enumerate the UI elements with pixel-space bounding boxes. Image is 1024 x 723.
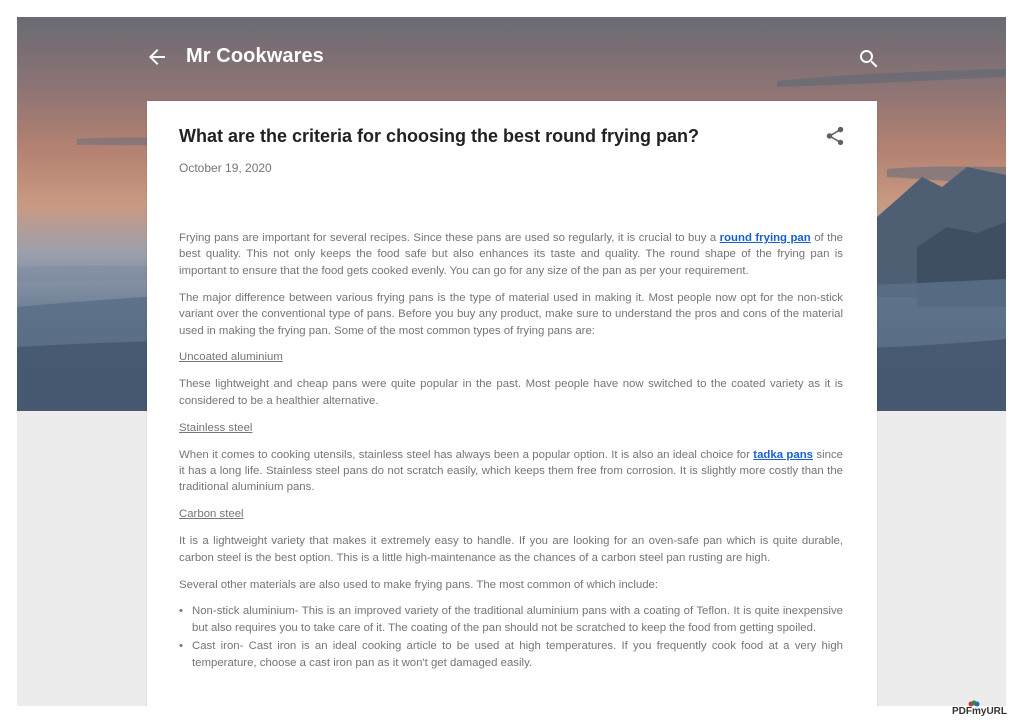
paragraph: [179, 447, 843, 496]
section-heading-uncoated: [179, 349, 843, 365]
watermark-text: PDFmyURL: [952, 706, 1008, 717]
top-app-bar: [17, 17, 1006, 97]
list-item: [179, 603, 843, 636]
pdfmyurl-logo-icon: [968, 700, 980, 707]
search-icon: [857, 47, 881, 71]
post-date: October 19, 2020: [179, 161, 272, 175]
paragraph-text: When it comes to cooking utensils, stainless steel has always been a popular option. It is also an ideal choice for: [179, 448, 754, 461]
section-heading-carbon: [179, 506, 843, 522]
subheading-text: Stainless steel: [179, 421, 253, 434]
paragraph-text: since it has a long life. Stainless steel pans do not scratch easily, which keeps them free from corrosion. It is slightly more costly than the traditional aluminium pans.: [179, 448, 843, 494]
bullet-icon: •: [179, 605, 183, 618]
list-item-text: Cast iron- Cast iron is an ideal cooking article to be used at high temperatures. If you frequently cook food at a very high temperature, choose a cast iron pan as it won't get damaged easily.: [192, 640, 843, 669]
section-heading-stainless: [179, 420, 843, 436]
post-title: What are the criteria for choosing the best round frying pan?: [179, 126, 700, 146]
list-item-text: Non-stick aluminium- This is an improved variety of the traditional aluminium pans with a coating of Teflon. It is quite inexpensive but also requires you to take care of it. The coating of the pan should not be scratched to keep the food from getting spoiled.: [192, 605, 843, 634]
page-frame: [17, 17, 1006, 706]
share-icon: [824, 125, 846, 147]
paragraph-text: of the best quality. This not only keeps the food safe but also enhances its taste and quality. The round shape of the frying pan is important to ensure that the food gets cooked evenly. You can go for any size of the pan as per your requirement.: [179, 232, 843, 277]
subheading-text: Carbon steel: [179, 508, 244, 521]
post-card: [147, 101, 877, 706]
bullet-icon: •: [179, 640, 183, 653]
tadka-pans-link[interactable]: tadka pans: [753, 448, 814, 461]
paragraph: [179, 230, 843, 279]
subheading-text: Uncoated aluminium: [179, 351, 283, 364]
paragraph: Several other materials are also used to make frying pans. The most common of which include:: [179, 578, 659, 591]
round-frying-pan-link[interactable]: round frying pan: [719, 232, 811, 244]
paragraph: It is a lightweight variety that makes it extremely easy to handle. If you are looking for an oven-safe pan which is quite durable, carbon steel is the best option. This is a little high-maintenance as the chances of a carbon steel pan rusting are high.: [179, 535, 843, 564]
site-title[interactable]: Mr Cookwares: [186, 45, 324, 67]
paragraph: These lightweight and cheap pans were quite popular in the past. Most people have now switched to the coated variety as it is considered to be a healthier alternative.: [179, 378, 843, 407]
back-button[interactable]: [145, 45, 169, 69]
paragraph-text: Frying pans are important for several recipes. Since these pans are used so regularly, it is crucial to buy a: [179, 232, 720, 244]
materials-list: [179, 603, 843, 671]
search-button[interactable]: [857, 47, 881, 71]
paragraph: The major difference between various frying pans is the type of material used in making it. Most people now opt for the non-stick variant over the conventional type of pans. Before you buy any product, make sure to understand the pros and cons of the material used in making the frying pan. Some of the most common types of frying pans are:: [179, 291, 843, 337]
arrow-left-icon: [145, 45, 169, 69]
share-button[interactable]: [824, 125, 846, 147]
post-body: [179, 230, 843, 673]
pdfmyurl-watermark: [952, 706, 1007, 717]
list-item: [179, 638, 843, 671]
